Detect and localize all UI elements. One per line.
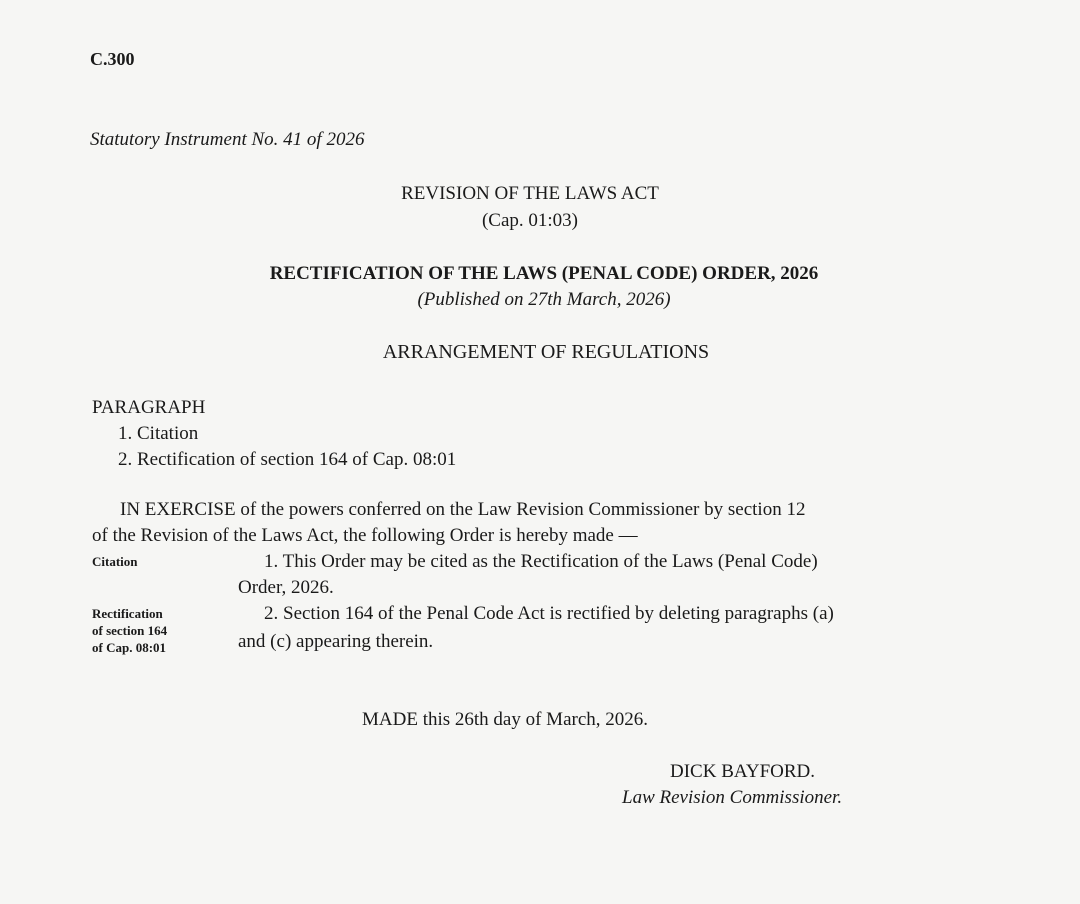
margin-note-line: Citation (92, 554, 138, 569)
margin-note-line: of Cap. 08:01 (92, 639, 167, 655)
made-line: MADE this 26th day of March, 2026. (362, 709, 649, 730)
margin-note-rectification (92, 606, 167, 657)
section-text: Order, 2026. (238, 577, 334, 598)
margin-note-citation (92, 554, 138, 571)
contents-item: 2. Rectification of section 164 of Cap. 08:01 (118, 449, 457, 470)
preamble-line: of the Revision of the Laws Act, the following Order is hereby made — (92, 525, 638, 546)
act-cap: (Cap. 01:03) (481, 210, 579, 231)
margin-note-line: Rectification (92, 606, 163, 621)
instrument-line: Statutory Instrument No. 41 of 2026 (90, 129, 365, 150)
order-title: RECTIFICATION OF THE LAWS (PENAL CODE) ORDER, 2026 (269, 263, 819, 284)
section-text: 2. Section 164 of the Penal Code Act is rectified by deleting paragraphs (a) (264, 603, 834, 624)
order-published: (Published on 27th March, 2026) (417, 289, 671, 310)
margin-note-line: of section 164 (92, 622, 168, 638)
act-title: REVISION OF THE LAWS ACT (401, 183, 659, 204)
signatory-title: Law Revision Commissioner. (622, 787, 843, 808)
paragraph-heading: PARAGRAPH (92, 397, 206, 418)
arrangement-heading: ARRANGEMENT OF REGULATIONS (382, 341, 710, 363)
contents-item: 1. Citation (118, 423, 199, 444)
signatory-name: DICK BAYFORD. (670, 761, 815, 782)
section-text: and (c) appearing therein. (238, 631, 434, 652)
preamble-line: IN EXERCISE of the powers conferred on the Law Revision Commissioner by section 12 (120, 499, 806, 520)
page-number: C.300 (90, 49, 135, 69)
section-text: 1. This Order may be cited as the Rectification of the Laws (Penal Code) (264, 551, 818, 572)
